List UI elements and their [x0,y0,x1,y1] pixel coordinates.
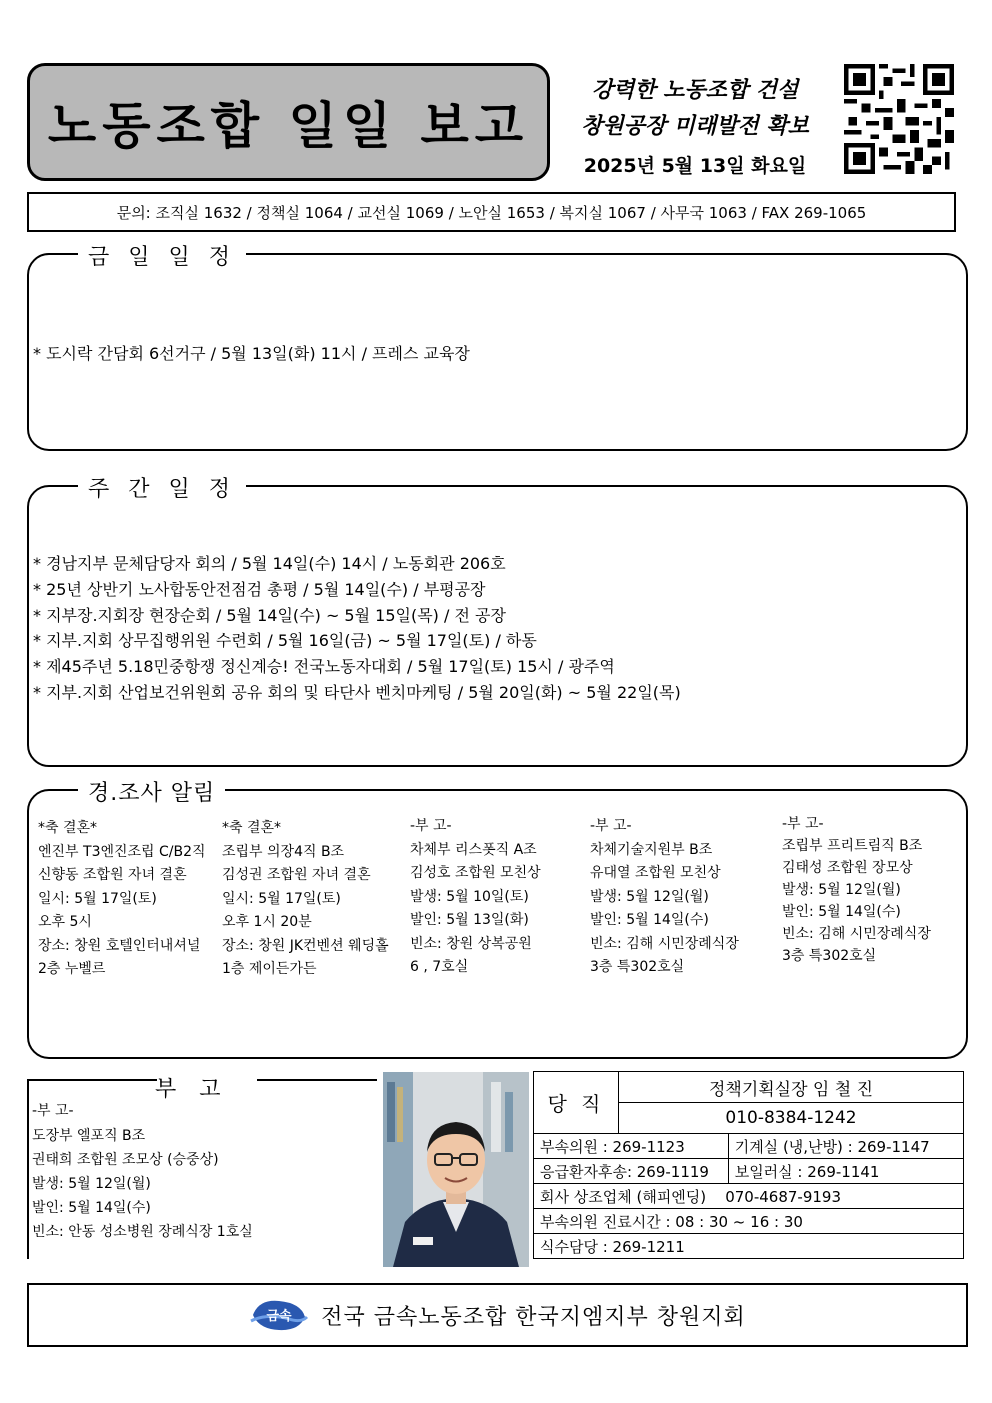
event-line: 오후 1시 20분 [222,914,312,930]
event-column [222,817,389,982]
contact-text: 문의: 조직실 1632 / 정책실 1064 / 교선실 1069 / 노안실 1653 / 복지실 1067 / 사무국 1063 / FAX 269-1065 [116,203,867,222]
event-line: 오후 5시 [38,914,92,930]
bugo-line: 발생: 5월 12일(월) [32,1176,151,1192]
event-column [38,817,206,982]
event-line: 유대열 조합원 모친상 [590,865,721,881]
footer-box [27,1283,968,1347]
event-line: *축 결혼* [38,820,98,836]
event-line: 조립부 의장4직 B조 [222,843,345,860]
weekly-schedule-item: * 25년 상반기 노사합동안전점검 총평 / 5월 14일(수) / 부평공장 [33,580,486,599]
bugo-line: 권태희 조합원 조모상 (승중상) [32,1152,219,1168]
event-line: 조립부 프리트림직 B조 [782,838,923,854]
event-line: *축 결혼* [222,820,282,836]
duty-contact-cell: 응급환자후송: 269-1119 [534,1159,729,1184]
duty-contact-cell: 기계실 (냉,난방) : 269-1147 [728,1134,963,1159]
today-schedule-item: * 도시락 간담회 6선거구 / 5월 13일(화) 11시 / 프레스 교육장 [33,344,470,363]
event-line: 발인: 5월 14일(수) [590,912,709,928]
page-title: 노동조합 일일 보고 [47,97,530,155]
report-date: 2025년 5월 13일 화요일 [583,155,807,177]
events-title: 경.조사 알림 [78,776,225,807]
event-line: 발인: 5월 13일(화) [410,912,529,928]
event-line: 일시: 5월 17일(토) [38,890,157,907]
footer-org-name: 전국 금속노동조합 한국지엠지부 창원지회 [321,1304,746,1330]
event-line: 차체부 리스폿직 A조 [410,841,537,858]
slogan-line-2: 창원공장 미래발전 확보 [581,114,809,139]
event-line: 김성호 조합원 모친상 [410,865,541,881]
duty-contact-cell: 부속의원 : 269-1123 [534,1134,729,1159]
event-line: 엔진부 T3엔진조립 C/B2직 [38,843,206,860]
title-box [27,63,550,181]
duty-table [533,1071,964,1259]
event-line: 빈소: 김해 시민장례식장 [782,926,931,942]
today-schedule-title: 금 일 일 정 [78,240,246,271]
duty-contact-cell: 회사 상조업체 (해피엔딩) 070-4687-9193 [534,1184,964,1209]
event-line: 1층 제이든가든 [222,961,317,977]
event-line: -부 고- [782,816,824,832]
contact-bar [27,192,956,232]
qr-code-icon[interactable] [844,64,954,174]
duty-officer-name: 정책기획실장 임 철 진 [619,1072,964,1103]
weekly-schedule-item: * 지부장.지회장 현장순회 / 5월 14일(수) ~ 5월 15일(목) / 전 공장 [33,606,506,625]
duty-contact-cell: 보일러실 : 269-1141 [728,1159,963,1184]
event-line: 일시: 5월 17일(토) [222,890,341,907]
event-line: 빈소: 김해 시민장례식장 [590,935,739,952]
duty-officer-photo [383,1072,529,1267]
event-column [410,815,541,980]
duty-contact-cell: 식수담당 : 269-1211 [534,1234,964,1259]
event-line: -부 고- [590,818,632,834]
event-line: 장소: 창원 호텔인터내셔널 [38,937,201,954]
weekly-schedule-title: 주 간 일 정 [78,472,246,503]
bugo-line: 도장부 엘포직 B조 [32,1128,146,1144]
event-column [590,815,739,980]
union-logo-text: 금속 [266,1309,292,1324]
event-line: 김성권 조합원 자녀 결혼 [222,867,371,883]
event-line: 6 , 7호실 [410,959,469,975]
event-line: 발인: 5월 14일(수) [782,904,901,920]
bugo-title: 부 고 [155,1077,229,1102]
event-line: 2층 누벨르 [38,961,106,977]
event-line: -부 고- [410,818,452,834]
event-line: 발생: 5월 12일(월) [590,888,709,905]
duty-label: 당 직 [534,1072,619,1134]
event-line: 발생: 5월 12일(월) [782,882,901,898]
event-line: 3층 특302호실 [782,948,877,964]
event-line: 발생: 5월 10일(토) [410,888,529,905]
event-line: 빈소: 창원 상복공원 [410,935,532,952]
weekly-schedule-box [27,485,968,767]
event-line: 장소: 창원 JK컨벤션 웨딩홀 [222,937,389,954]
bugo-line: 발인: 5월 14일(수) [32,1200,151,1216]
duty-officer-phone: 010-8384-1242 [619,1103,964,1134]
event-line: 신향동 조합원 자녀 결혼 [38,867,187,883]
weekly-schedule-item: * 경남지부 문체담당자 회의 / 5월 14일(수) 14시 / 노동회관 206호 [33,554,506,573]
bugo-line: -부 고- [32,1103,74,1119]
weekly-schedule-item: * 제45주년 5.18민중항쟁 정신계승! 전국노동자대회 / 5월 17일(토) 15시 / 광주역 [33,657,615,676]
slogan-line-1: 강력한 노동조합 건설 [591,78,799,103]
event-line: 3층 특302호실 [590,959,685,975]
duty-contact-cell: 부속의원 진료시간 : 08 : 30 ~ 16 : 30 [534,1209,964,1234]
weekly-schedule-item: * 지부.지회 산업보건위원회 공유 회의 및 타단사 벤치마케팅 / 5월 20일(화) ~ 5월 22일(목) [33,683,681,702]
event-line: 차체기술지원부 B조 [590,841,713,858]
event-column [782,813,931,967]
bugo-line: 빈소: 안동 성소병원 장례식장 1호실 [32,1224,253,1240]
union-logo-icon [249,1295,309,1335]
weekly-schedule-item: * 지부.지회 상무집행위원 수련회 / 5월 16일(금) ~ 5월 17일(토) / 하동 [33,631,537,650]
event-line: 김태성 조합원 장모상 [782,860,913,876]
